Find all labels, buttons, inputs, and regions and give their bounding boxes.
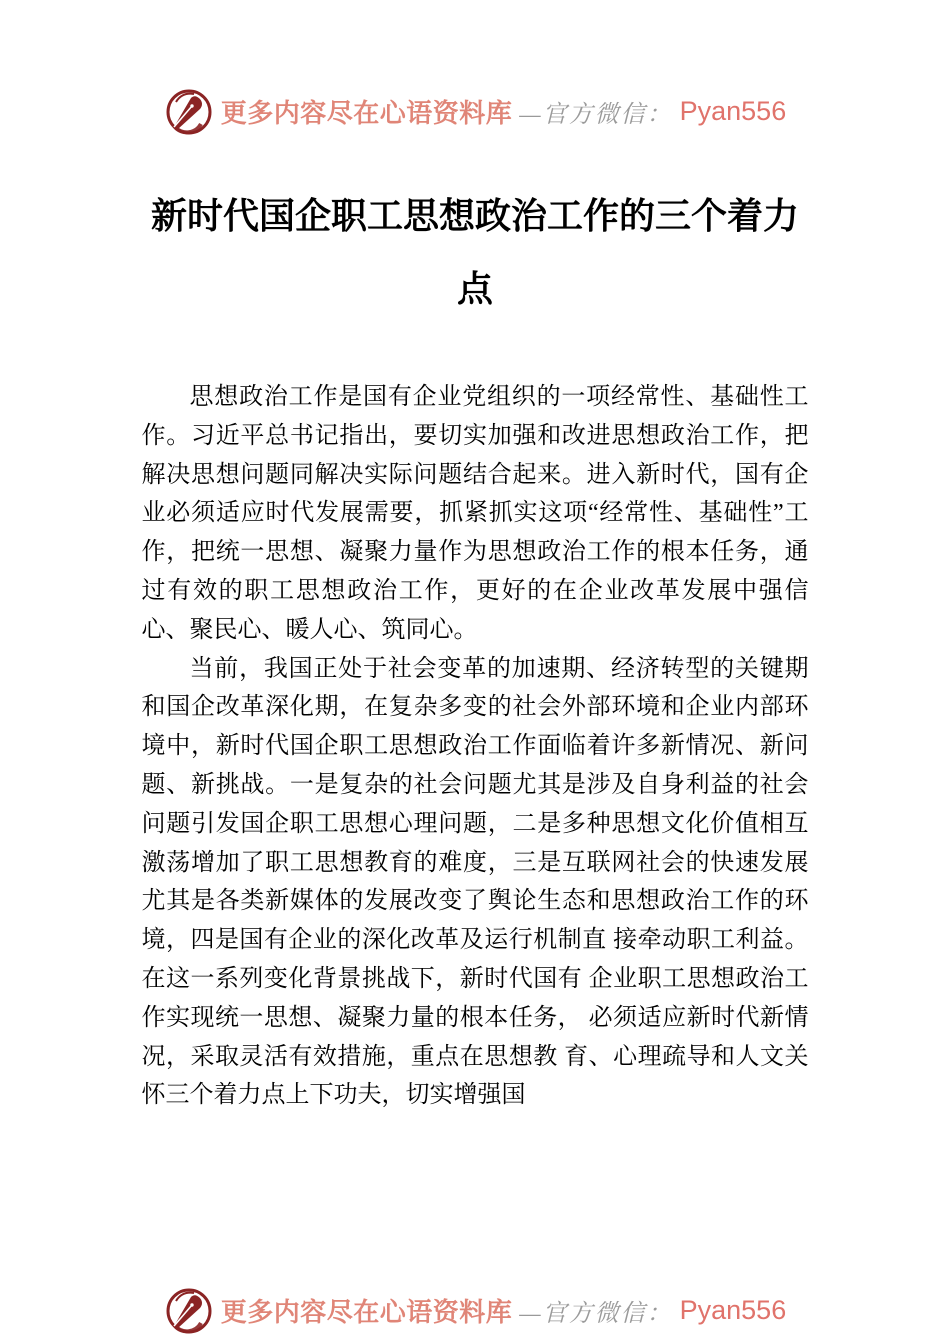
footer-wechat-id: Pyan556 — [679, 1294, 787, 1325]
body-paragraph-2: 当前，我国正处于社会变革的加速期、经济转型的关键期和国企改革深化期，在复杂多变的社会外部环境和企业内部环境中，新时代国企职工思想政治工作面临着许多新情况、新问题、新挑战。一是复杂的社会问题尤其是涉及自身利益的社会问题引发国企职工思想心理问题，二是多种思想文化价值相互激荡增加了职工思想教育的难度，三是互联网社会的快速发展尤其是各类新媒体的发展改变了舆论生态和思想政治工作的环境，四是国有企业的深化改革及运行机制直 接牵动职工利益。在这一系列变化背景挑战下，新时代国有 企业职工思想政治工作实现统一思想、凝聚力量的根本任务， 必须适应新时代新情况，采取灵活有效措施，重点在思想教 育、心理疏导和人文关怀三个着力点上下功夫，切实增强国 — [141, 655, 809, 1109]
body-paragraph-1: 思想政治工作是国有企业党组织的一项经常性、基础性工作。习近平总书记指出，要切实加强和改进思想政治工作，把解决思想问题同解决实际问题结合起来。进入新时代，国有企业必须适应时代发展需要，抓紧抓实这项“经常性、基础性”工作，把统一思想、凝聚力量作为思想政治工作的根本任务，通过有效的职工思想政治工作，更好的在企业改革发展中强信心、聚民心、暖人心、筑同心。 — [141, 384, 809, 643]
document-body — [142, 378, 809, 1115]
promo-footer — [0, 1285, 950, 1335]
header-wechat-label: —官方微信： — [519, 101, 673, 128]
promo-header — [0, 0, 950, 136]
footer-brand-text: 更多内容尽在心语资料库 — [220, 1297, 513, 1327]
pen-nib-logo-icon — [164, 86, 214, 136]
document-title: 新时代国企职工思想政治工作的三个着力点 — [150, 196, 799, 309]
footer-wechat-label: —官方微信： — [519, 1300, 673, 1327]
pen-nib-logo-icon — [164, 1285, 214, 1335]
header-wechat-id: Pyan556 — [679, 95, 787, 126]
header-brand-text: 更多内容尽在心语资料库 — [220, 98, 513, 128]
